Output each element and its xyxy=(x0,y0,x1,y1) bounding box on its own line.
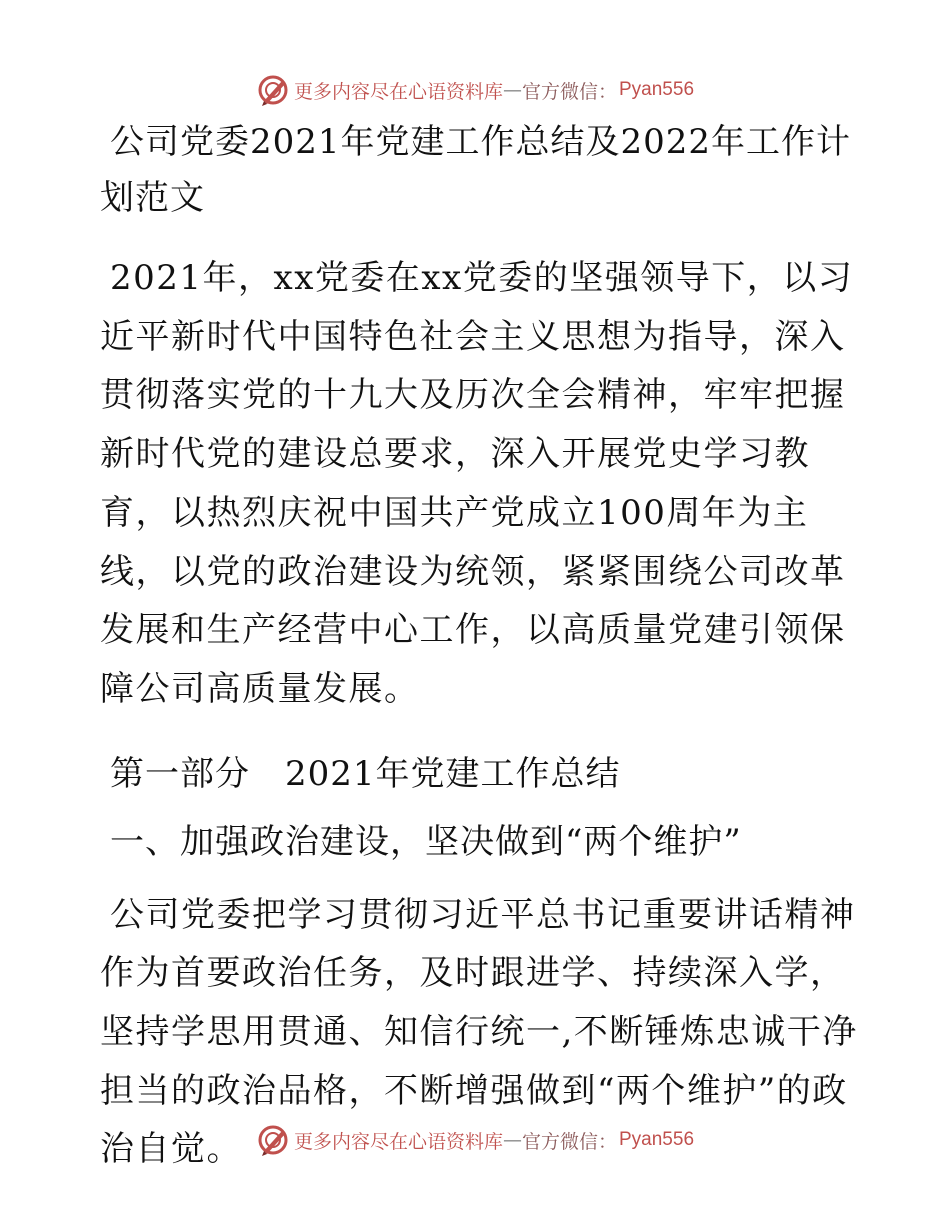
pen-logo-icon xyxy=(256,1123,290,1157)
watermark-separator: — xyxy=(502,79,522,101)
watermark-separator: — xyxy=(502,1129,522,1151)
watermark-text: 更多内容尽在心语资料库 xyxy=(293,1130,503,1153)
footer-watermark xyxy=(0,1120,950,1160)
header-watermark xyxy=(0,70,950,110)
intro-paragraph: 2021年，xx党委在xx党委的坚强领导下，以习近平新时代中国特色社会主义思想为指导，深入贯彻落实党的十九大及历次全会精神，牢牢把握新时代党的建设总要求，深入开展党史学习教育，以热烈庆祝中国共产党成立100周年为主线，以党的政治建设为统领，紧紧围绕公司改革发展和生产经营中心工作，以高质量党建引领保障公司高质量发展。 xyxy=(100,258,854,709)
watermark-label: 官方微信： xyxy=(521,1130,617,1153)
watermark-wechat-id: Pyan556 xyxy=(619,79,695,100)
pen-logo-icon xyxy=(256,73,290,107)
watermark-wechat-id: Pyan556 xyxy=(619,1129,695,1150)
document-body xyxy=(100,114,860,1179)
watermark-label: 官方微信： xyxy=(521,80,617,103)
watermark-text: 更多内容尽在心语资料库 xyxy=(293,80,503,103)
document-title: 公司党委2021年党建工作总结及2022年工作计划范文 xyxy=(100,122,852,218)
section-paragraph: 公司党委把学习贯彻习近平总书记重要讲话精神作为首要政治任务，及时跟进学、持续深入学，坚持学思用贯通、知信行统一,不断锤炼忠诚干净担当的政治品格，不断增强做到“两个维护”的政治自觉。 xyxy=(100,894,858,1170)
part-heading: 第一部分 2021年党建工作总结 xyxy=(110,753,621,794)
section-heading: 一、加强政治建设，坚决做到“两个维护” xyxy=(110,821,742,862)
